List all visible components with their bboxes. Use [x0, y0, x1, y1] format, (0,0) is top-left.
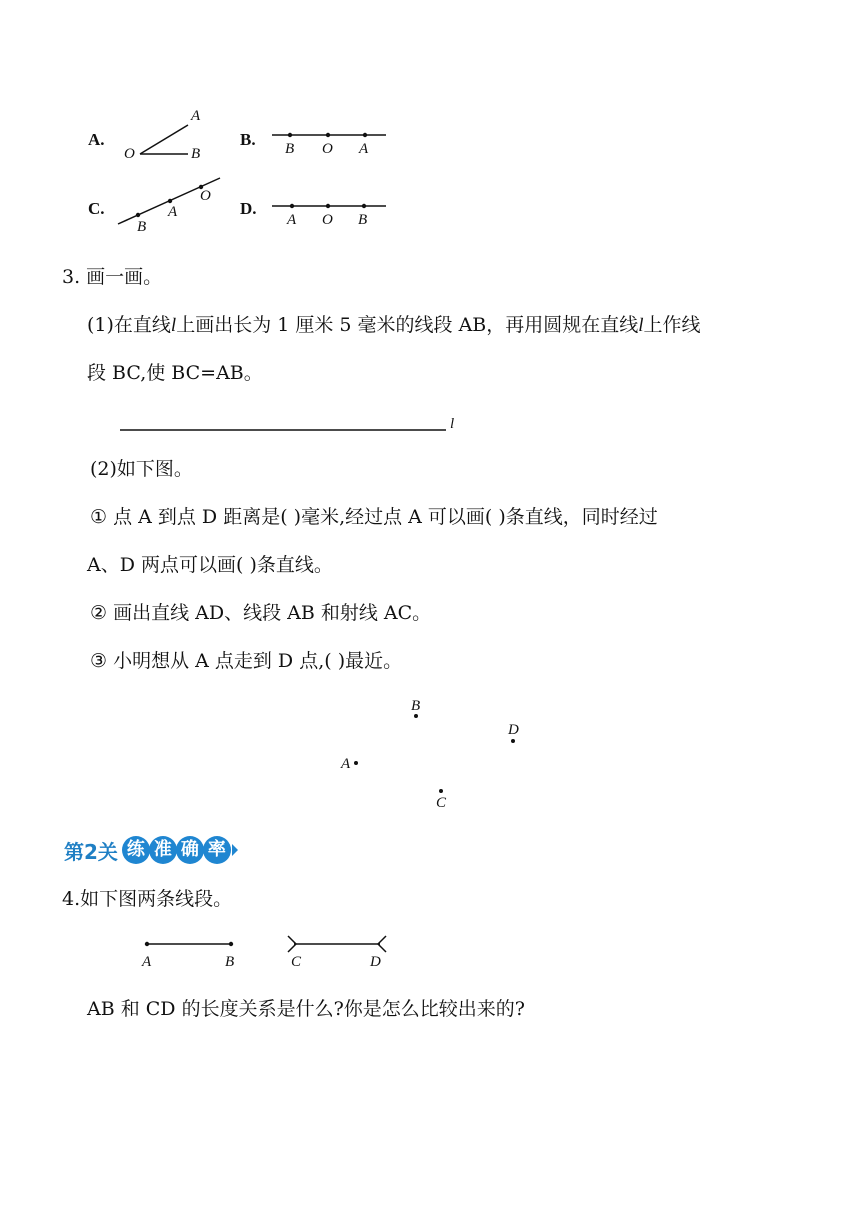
- q3-part2: (2)如下图。: [90, 458, 193, 480]
- step1-number: ①: [90, 506, 108, 528]
- banner-char-4: 率: [203, 836, 231, 864]
- step2-text: 画出直线 AD、线段 AB 和射线 AC。: [107, 602, 432, 624]
- banner-tail: [232, 844, 238, 856]
- q3-p1-line-l: l: [170, 315, 177, 336]
- q3-step2: [90, 601, 431, 625]
- option-d-point-o: O: [322, 212, 333, 228]
- banner-char-1: 练: [122, 836, 150, 864]
- option-d-point-a: A: [287, 212, 297, 228]
- option-d-point-b: B: [358, 212, 368, 228]
- q3-part1-line1: [87, 313, 701, 338]
- option-a-label: A.: [88, 130, 105, 149]
- option-c-point-o: O: [200, 188, 211, 204]
- option-figures: [0, 100, 860, 340]
- banner-char-3: 确: [176, 836, 204, 864]
- option-b-point-a: A: [359, 141, 369, 157]
- banner-level: 第2关: [64, 839, 118, 864]
- option-b-label: B.: [240, 130, 256, 149]
- option-c-point-a: A: [168, 204, 178, 220]
- step3-text: 小明想从 A 点走到 D 点,( )最近。: [107, 650, 403, 672]
- q3-step1-line1: [90, 505, 658, 529]
- q4-title: 4.如下图两条线段。: [62, 888, 233, 910]
- option-c-point-b: B: [137, 219, 147, 235]
- level-banner: [64, 834, 238, 866]
- step2-number: ②: [90, 602, 108, 624]
- point-b-label: B: [411, 698, 421, 714]
- points-figure: [320, 690, 580, 820]
- option-a-point-a: A: [191, 108, 201, 124]
- point-c: [439, 789, 443, 793]
- q4-question: AB 和 CD 的长度关系是什么?你是怎么比较出来的?: [87, 998, 525, 1020]
- point-d-label: D: [508, 722, 519, 738]
- step1-text: 点 A 到点 D 距离是( )毫米,经过点 A 可以画( )条直线，同时经过: [107, 506, 658, 528]
- option-c-label: C.: [88, 199, 105, 218]
- segments-figure: [130, 928, 430, 978]
- banner-char-2: 准: [149, 836, 177, 864]
- option-d-label: D.: [240, 199, 257, 218]
- segment-b-label: B: [225, 954, 235, 970]
- q3-part1-line2: 段 BC,使 BC=AB。: [87, 362, 263, 384]
- point-c-label: C: [436, 795, 447, 811]
- option-a-point-o: O: [124, 146, 135, 162]
- q3-step1-line2: A、D 两点可以画( )条直线。: [87, 554, 333, 576]
- q3-title: 3. 画一画。: [62, 266, 163, 288]
- step3-number: ③: [90, 650, 108, 672]
- option-a-point-b: B: [191, 146, 201, 162]
- option-b-point-o: O: [322, 141, 333, 157]
- line-l-label: l: [450, 416, 455, 432]
- point-d: [511, 739, 515, 743]
- q3-p1-line-l2: l: [638, 315, 644, 336]
- q3-p1-text-a: (1)在直线: [87, 314, 171, 336]
- point-a: [354, 761, 358, 765]
- point-b: [414, 714, 418, 718]
- segment-a-label: A: [142, 954, 152, 970]
- segment-d-label: D: [370, 954, 381, 970]
- option-b-point-b: B: [285, 141, 295, 157]
- q3-p1-text-c: 上作线: [643, 314, 701, 336]
- segment-c-label: C: [291, 954, 302, 970]
- q3-p1-text-b: 上画出长为 1 厘米 5 毫米的线段 AB，再用圆规在直线: [176, 314, 639, 336]
- line-l-drawing: [110, 410, 470, 440]
- point-a-label: A: [341, 756, 351, 772]
- q3-step3: [90, 649, 402, 673]
